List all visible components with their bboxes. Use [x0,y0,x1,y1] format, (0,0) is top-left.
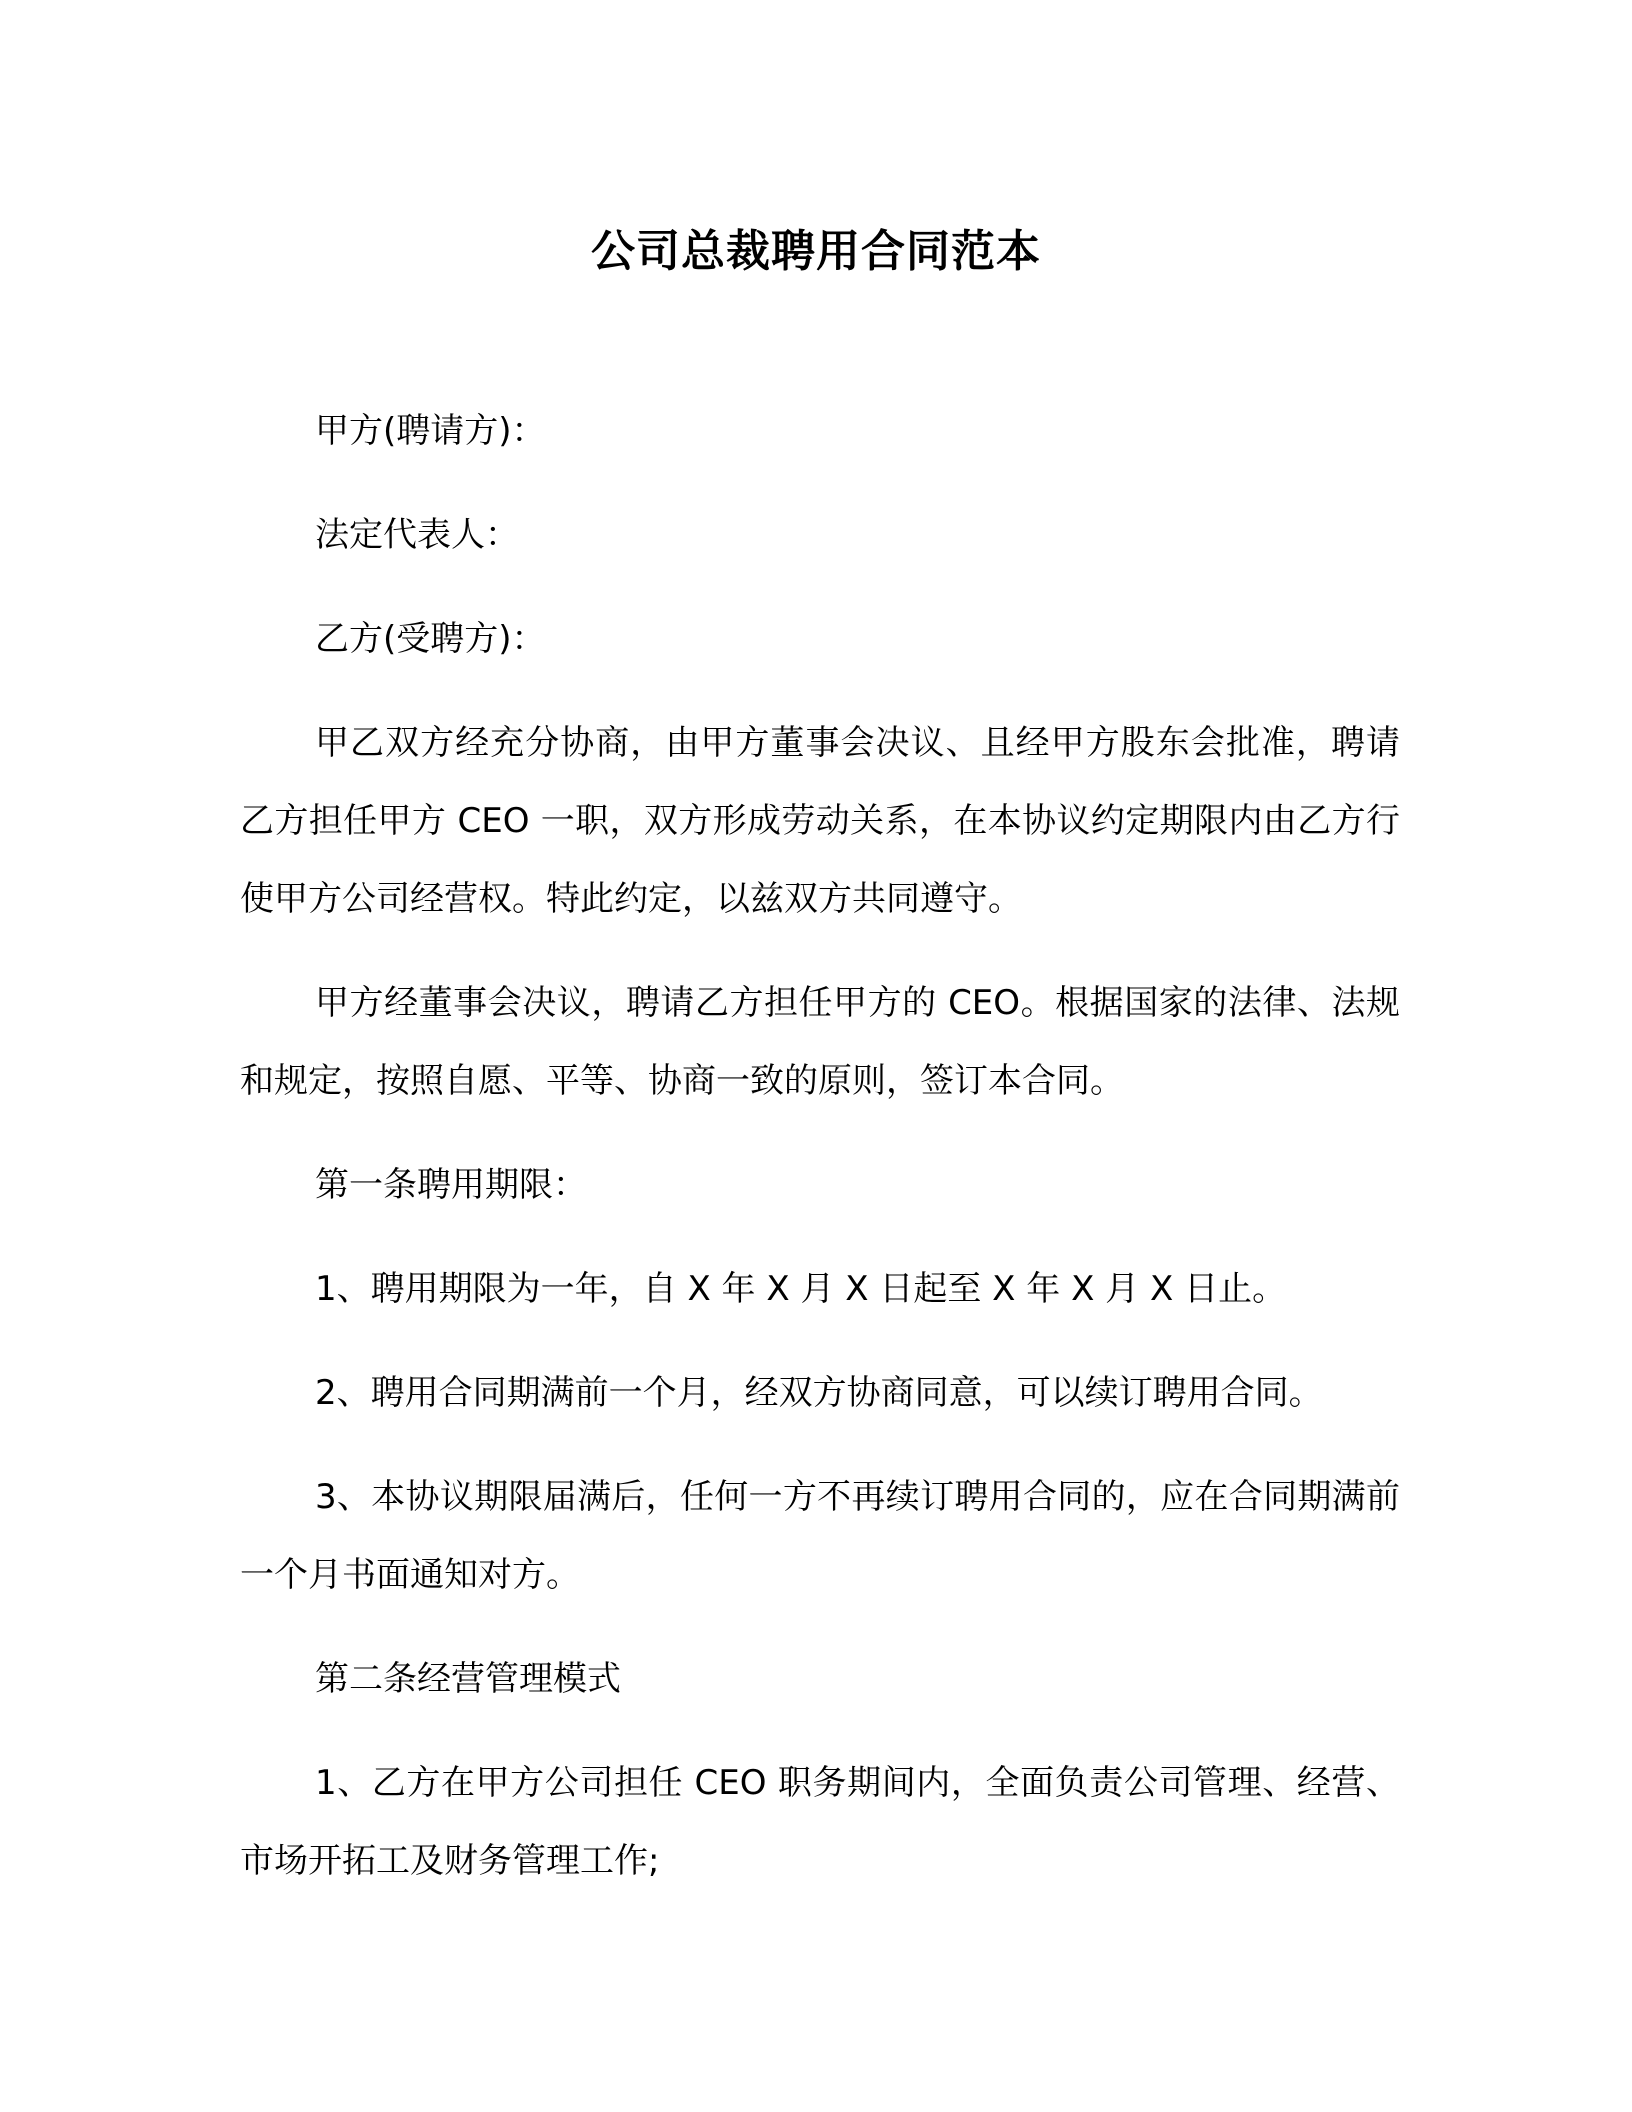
article-1-item-3: 3、本协议期限届满后，任何一方不再续订聘用合同的，应在合同期满前一个月书面通知对方。 [240,1477,1400,1595]
legal-representative-line: 法定代表人： [315,515,519,555]
document-title: 公司总裁聘用合同范本 [591,226,1041,277]
party-a-line: 甲方(聘请方)： [315,411,546,451]
article-1-item-2: 2、聘用合同期满前一个月，经双方协商同意，可以续订聘用合同。 [315,1373,1323,1413]
article-2-heading: 第二条经营管理模式 [315,1659,621,1699]
article-1-heading: 第一条聘用期限： [315,1165,587,1205]
article-2-item-1: 1、乙方在甲方公司担任 CEO 职务期间内，全面负责公司管理、经营、市场开拓工及财务管理工作; [240,1763,1400,1881]
document-body [240,392,1400,1926]
agreement-intro-paragraph: 甲乙双方经充分协商，由甲方董事会决议、且经甲方股东会批准，聘请乙方担任甲方 CEO 一职，双方形成劳动关系，在本协议约定期限内由乙方行使甲方公司经营权。特此约定，以兹双方共同遵守。 [240,723,1400,919]
article-1-item-1: 1、聘用期限为一年，自 X 年 X 月 X 日起至 X 年 X 月 X 日止。 [315,1269,1287,1309]
resolution-paragraph: 甲方经董事会决议，聘请乙方担任甲方的 CEO。根据国家的法律、法规和规定，按照自愿、平等、协商一致的原则，签订本合同。 [240,983,1400,1101]
party-b-line: 乙方(受聘方)： [315,619,546,659]
